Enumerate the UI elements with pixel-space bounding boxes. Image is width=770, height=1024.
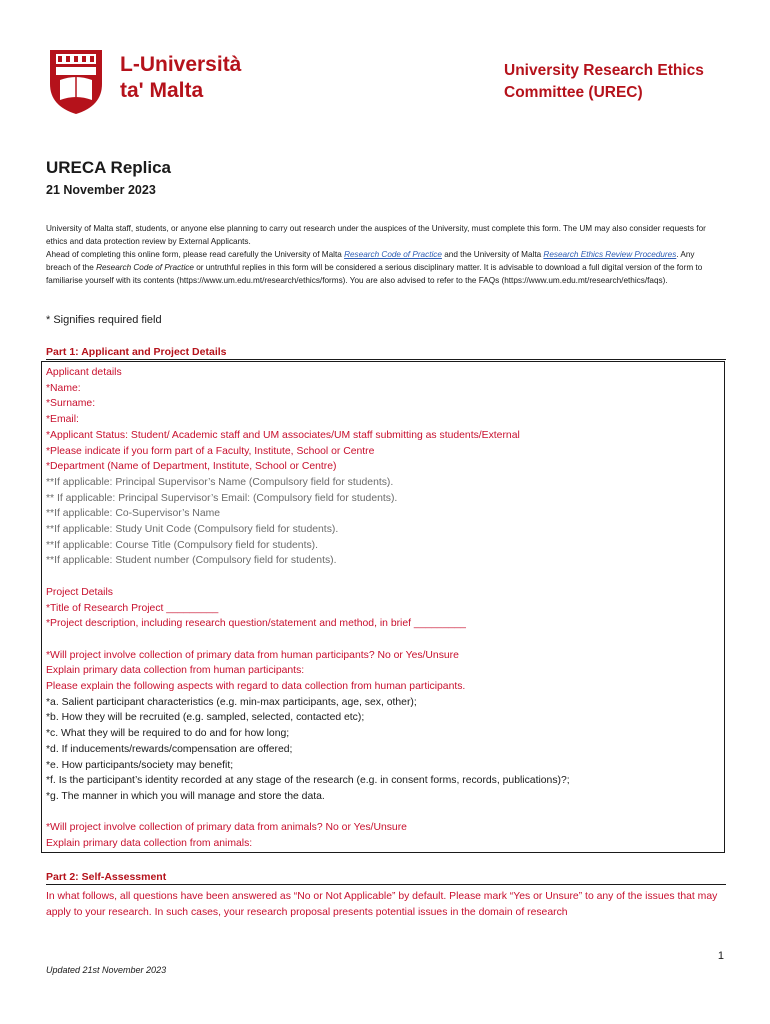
form-line: *b. How they will be recruited (e.g. sampled, selected, contacted etc);: [46, 712, 365, 724]
university-name-line1: L-Università: [120, 53, 242, 76]
committee-name-line2: Committee (UREC): [504, 84, 643, 101]
page-number: 1: [717, 950, 724, 962]
human-participants-group: [46, 648, 724, 805]
form-line: *Applicant Status: Student/ Academic staff and UM associates/UM staff submitting as students/External: [46, 429, 520, 441]
intro-paragraph-2: [46, 248, 716, 287]
intro-p2-italic: Research Code of Practice: [96, 263, 194, 272]
intro-p2-c: . Any breach of the: [46, 250, 695, 272]
spacer: [46, 632, 724, 648]
form-line: Explain primary data collection from animals:: [46, 838, 253, 850]
committee-name: [504, 60, 724, 104]
form-line: *d. If inducements/rewards/compensation are offered;: [46, 743, 293, 755]
required-field-note: * Signifies required field: [46, 314, 162, 326]
document-title: URECA Replica: [46, 158, 172, 177]
footer-updated: Updated 21st November 2023: [46, 965, 167, 975]
document-date: 21 November 2023: [46, 183, 156, 197]
form-line: *Please indicate if you form part of a Faculty, Institute, School or Centre: [46, 445, 375, 457]
intro-p2-d: or untruthful replies in this form will be considered a serious disciplinary matter. It is advisable to download a full digital version of the form to familiarise yourself with its contents (https://www.um.edu.mt/research/ethics/forms). You are also advised to refer to the FAQs (https://www.um.edu.mt/research/ethics/faqs).: [46, 263, 703, 285]
form-line: *c. What they will be required to do and for how long;: [46, 728, 290, 740]
form-line: **If applicable: Principal Supervisor’s Name (Compulsory field for students).: [46, 476, 394, 488]
form-line: *Title of Research Project _________: [46, 602, 219, 614]
university-crest-logo: [46, 44, 106, 116]
intro-p2-b: and the University of Malta: [441, 250, 544, 259]
form-line: **If applicable: Co-Supervisor’s Name: [46, 508, 221, 520]
form-line: *Department (Name of Department, Institute, School or Centre): [46, 461, 337, 473]
form-line: Explain primary data collection from human participants:: [46, 665, 305, 677]
university-name: [120, 52, 241, 104]
form-line: *g. The manner in which you will manage and store the data.: [46, 790, 325, 802]
form-line: *Will project involve collection of primary data from animals? No or Yes/Unsure: [46, 822, 407, 834]
project-details-group: [46, 585, 724, 632]
form-line: *Surname:: [46, 398, 96, 410]
form-line: **If applicable: Student number (Compulsory field for students).: [46, 555, 337, 567]
part1-content: [46, 365, 724, 852]
part1-heading: Part 1: Applicant and Project Details: [46, 346, 726, 360]
form-line: ** If applicable: Principal Supervisor’s Email: (Compulsory field for students).: [46, 492, 398, 504]
committee-name-line1: University Research Ethics: [504, 62, 704, 79]
form-line: *Project description, including research question/statement and method, in brief _________: [46, 618, 466, 630]
research-ethics-review-link[interactable]: Research Ethics Review Procedures: [543, 250, 677, 259]
form-line: *Will project involve collection of primary data from human participants? No or Yes/Unsure: [46, 649, 459, 661]
form-line: Applicant details: [46, 367, 122, 378]
intro-paragraph-1: University of Malta staff, students, or anyone else planning to carry out research under the auspices of the University, must complete this form. The UM may also consider requests for ethics and data protection review by External Applicants.: [46, 224, 706, 246]
form-line: *f. Is the participant’s identity recorded at any stage of the research (e.g. in consent forms, records, publications)?;: [46, 775, 570, 787]
intro-p2-a: Ahead of completing this online form, please read carefully the University of Malta: [46, 250, 345, 259]
spacer: [46, 805, 724, 821]
form-line: Please explain the following aspects with regard to data collection from human participants.: [46, 681, 466, 693]
part2-text: In what follows, all questions have been answered as “No or Not Applicable” by default. Please mark “Yes or Unsure” to any of the issues that may apply to your research. In such cases, your research proposal presents potential issues in the domain of research: [46, 891, 718, 918]
form-line: *e. How participants/society may benefit;: [46, 759, 234, 771]
form-line: Project Details: [46, 586, 113, 598]
spacer: [46, 569, 724, 585]
form-line: *Email:: [46, 414, 79, 426]
part2-heading: Part 2: Self-Assessment: [46, 871, 726, 885]
intro-text: [46, 222, 716, 287]
form-line: *a. Salient participant characteristics (e.g. min-max participants, age, sex, other);: [46, 696, 417, 708]
applicant-details-group: [46, 365, 724, 569]
form-line: *Name:: [46, 382, 81, 394]
animals-group: [46, 820, 724, 851]
form-line: **If applicable: Study Unit Code (Compulsory field for students).: [46, 524, 339, 536]
university-name-line2: ta' Malta: [120, 79, 204, 102]
form-line: **If applicable: Course Title (Compulsory field for students).: [46, 539, 319, 551]
research-code-link[interactable]: Research Code of Practice: [344, 250, 442, 259]
